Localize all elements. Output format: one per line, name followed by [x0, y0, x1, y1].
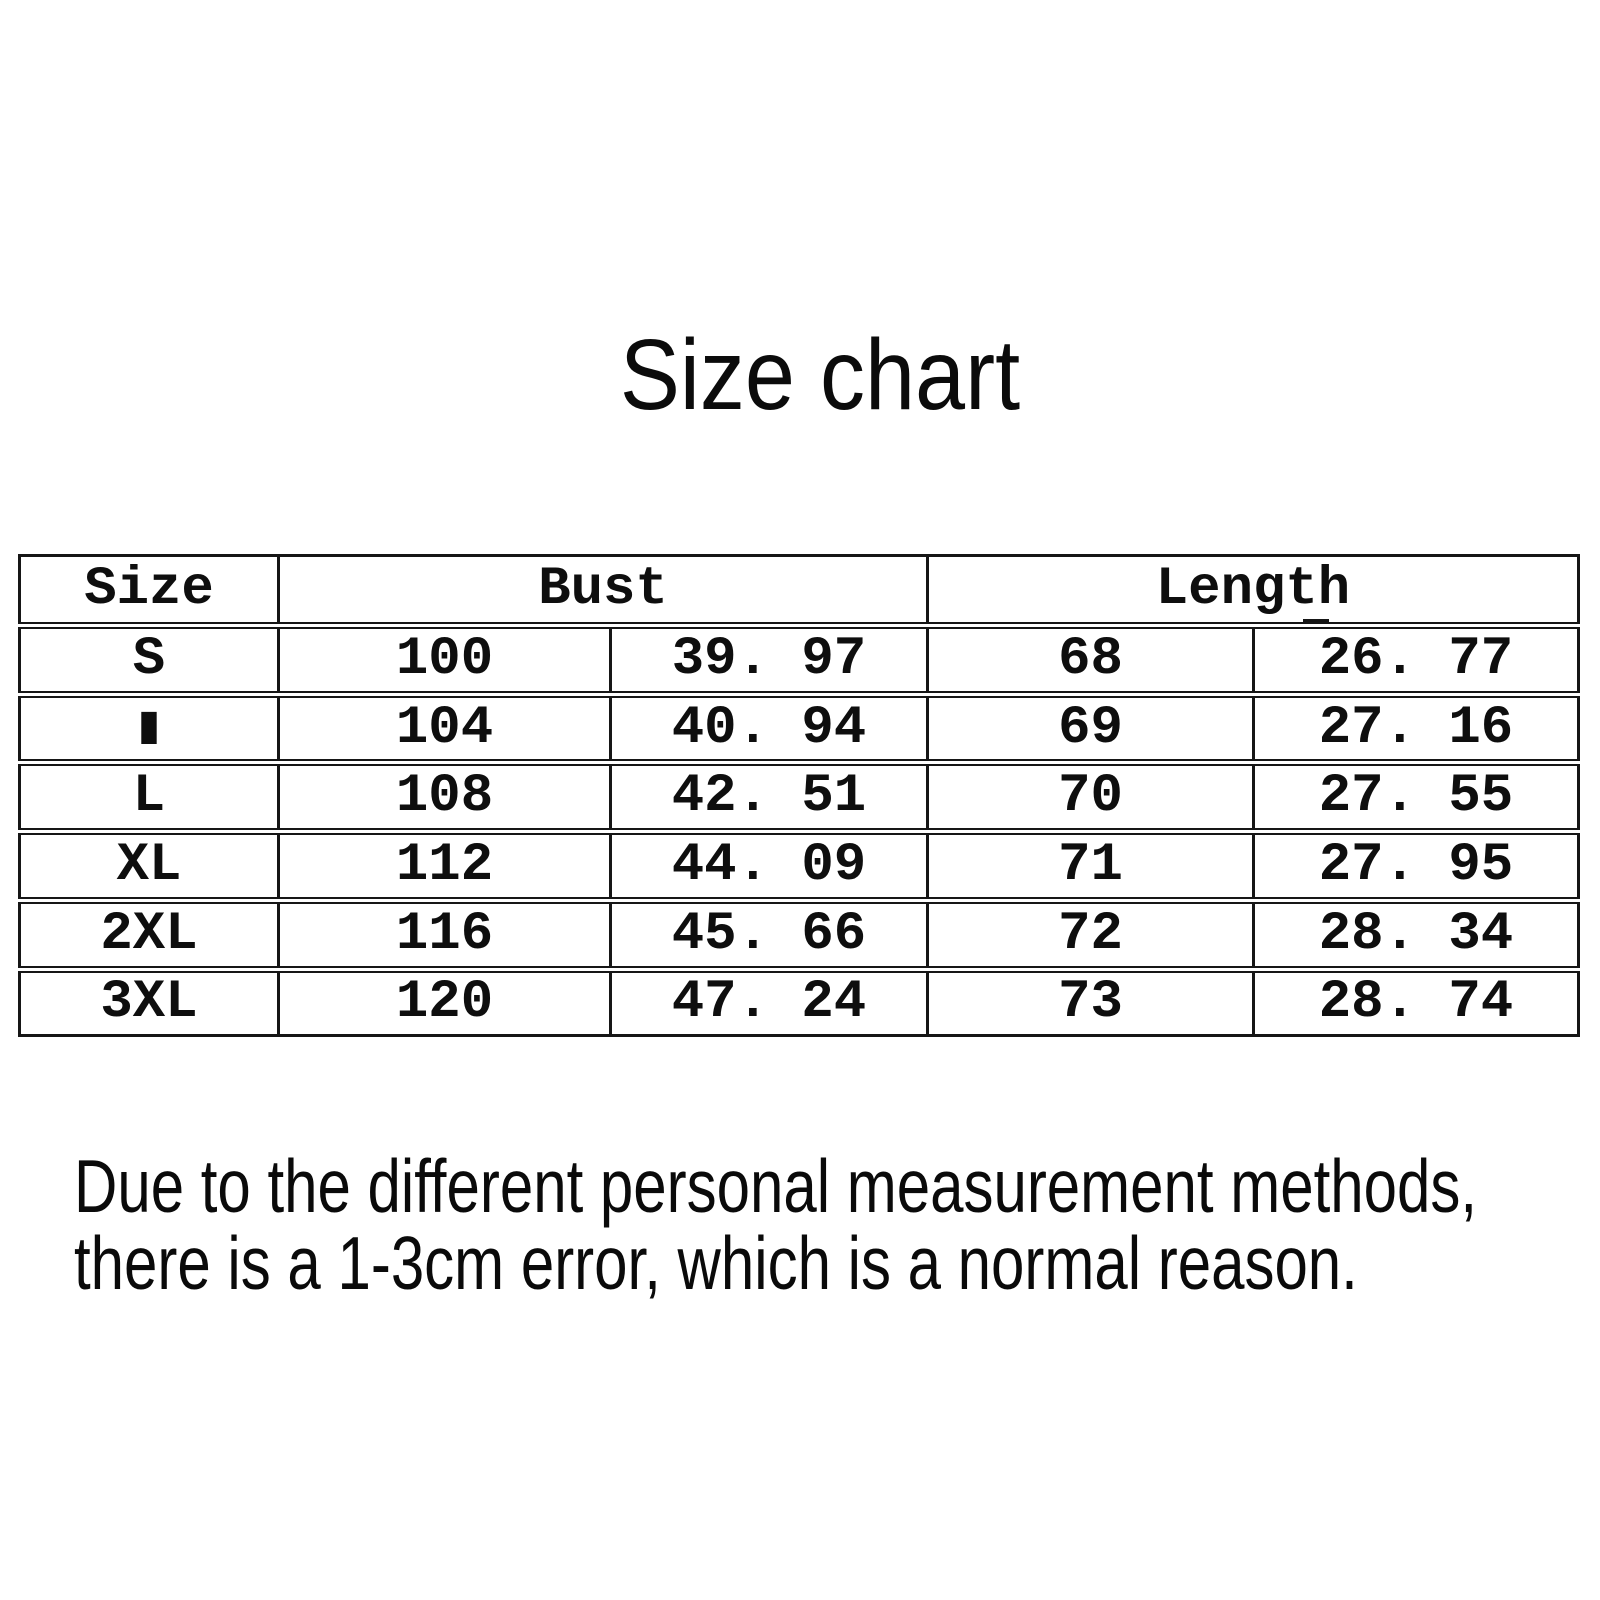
- cell-size: 2XL: [20, 900, 279, 969]
- cell-size: ▮: [20, 694, 279, 763]
- cell-length-inch: 27. 95: [1254, 832, 1579, 901]
- cell-bust-cm: 116: [279, 900, 611, 969]
- cell-length-inch: 28. 74: [1254, 969, 1579, 1035]
- cell-bust-cm: 120: [279, 969, 611, 1035]
- header-size: Size: [20, 556, 279, 626]
- header-length: Length: [928, 556, 1579, 626]
- cell-length-cm: 70: [928, 763, 1254, 832]
- cell-bust-inch: 44. 09: [611, 832, 928, 901]
- cell-length-cm: 68: [928, 626, 1254, 695]
- cell-length-cm: 69: [928, 694, 1254, 763]
- cell-bust-inch: 42. 51: [611, 763, 928, 832]
- cell-length-cm: 73: [928, 969, 1254, 1035]
- cell-length-inch: 27. 16: [1254, 694, 1579, 763]
- table-row-m: [20, 694, 1579, 763]
- size-table: [18, 554, 1580, 1037]
- table-row-l: [20, 763, 1579, 832]
- underline-artifact: [1303, 619, 1329, 623]
- cell-bust-inch: 39. 97: [611, 626, 928, 695]
- header-bust: Bust: [279, 556, 928, 626]
- cell-size: 3XL: [20, 969, 279, 1035]
- table-row-s: [20, 626, 1579, 695]
- cell-length-inch: 26. 77: [1254, 626, 1579, 695]
- cell-bust-cm: 100: [279, 626, 611, 695]
- table-row-2xl: [20, 900, 1579, 969]
- cell-bust-cm: 112: [279, 832, 611, 901]
- cell-bust-cm: 104: [279, 694, 611, 763]
- table-header-row: [20, 556, 1579, 626]
- cell-bust-cm: 108: [279, 763, 611, 832]
- cell-bust-inch: 45. 66: [611, 900, 928, 969]
- cell-length-cm: 71: [928, 832, 1254, 901]
- cell-size: XL: [20, 832, 279, 901]
- cell-size: S: [20, 626, 279, 695]
- cell-length-inch: 28. 34: [1254, 900, 1579, 969]
- note-line-2: there is a 1-3cm error, which is a normal reason.: [74, 1221, 1358, 1305]
- note-line-1: Due to the different personal measurement methods,: [74, 1144, 1478, 1228]
- page-title: Size chart: [619, 319, 1021, 431]
- cell-bust-inch: 47. 24: [611, 969, 928, 1035]
- cell-size: L: [20, 763, 279, 832]
- note-text: [74, 1144, 1478, 1305]
- cell-length-inch: 27. 55: [1254, 763, 1579, 832]
- table-row-xl: [20, 832, 1579, 901]
- cell-bust-inch: 40. 94: [611, 694, 928, 763]
- table-row-3xl: [20, 969, 1579, 1035]
- cell-length-cm: 72: [928, 900, 1254, 969]
